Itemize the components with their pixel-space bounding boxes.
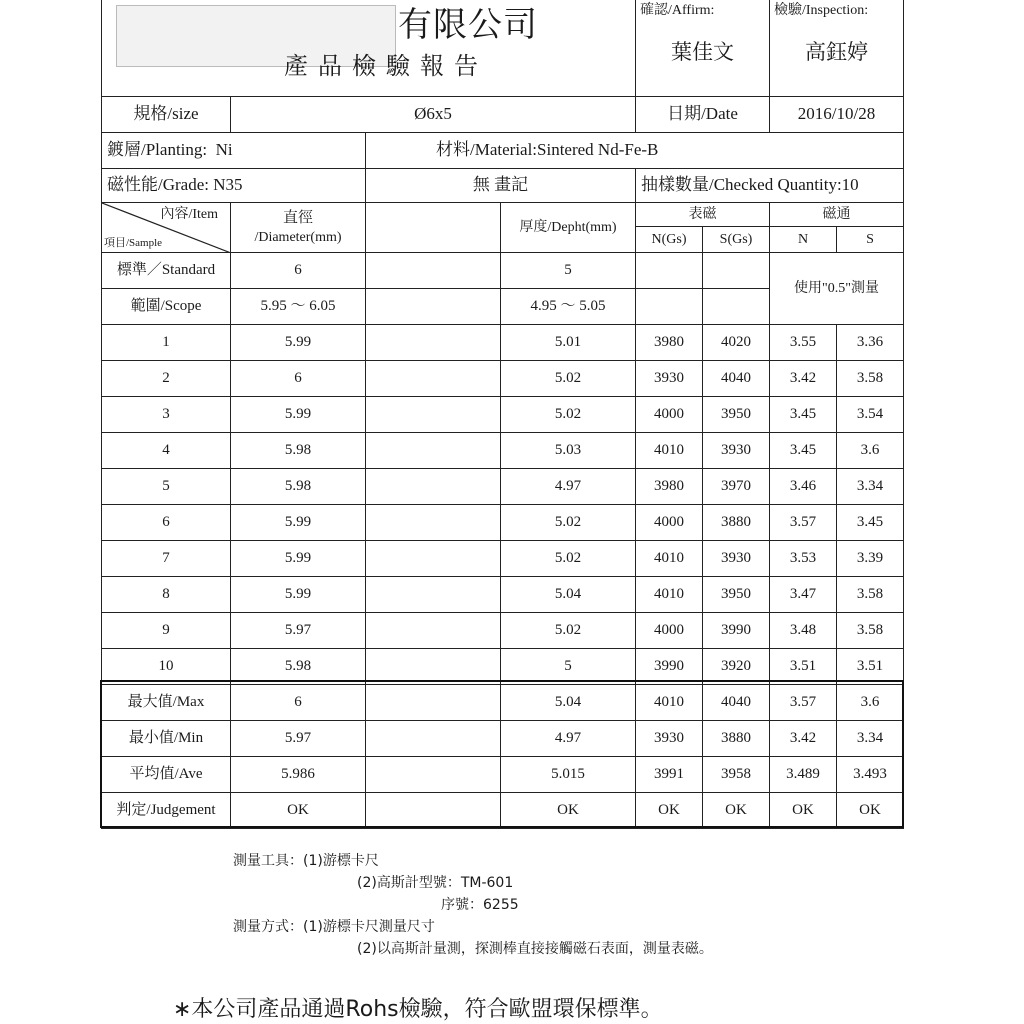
summary-row-diameter: 5.986 [231,757,366,793]
diameter-header-en: /Diameter(mm) [254,229,342,245]
sample-row-s: 3.58 [837,613,904,649]
sample-row-s: 3.51 [837,649,904,685]
sample-row-depth: 5.02 [501,397,636,433]
summary-row-ngs: 3991 [636,757,703,793]
summary-row-ngs: OK [636,793,703,829]
summary-row-ngs: 4010 [636,685,703,721]
sample-row [102,433,904,469]
flux-note: 使用"0.5"測量 [770,253,904,325]
summary-row-depth: 5.015 [501,757,636,793]
summary-row [102,685,904,721]
sample-row-ngs: 4010 [636,541,703,577]
sample-row-diameter: 6 [231,361,366,397]
blank-cell [366,577,501,613]
summary-row-ngs: 3930 [636,721,703,757]
sample-row-sgs: 3930 [703,433,770,469]
summary-row-s: OK [837,793,904,829]
sample-row-label: 9 [102,613,231,649]
standard-depth: 5 [501,253,636,289]
blank-cell [636,289,703,325]
sample-row [102,325,904,361]
blank-cell [703,289,770,325]
sample-row-depth: 4.97 [501,469,636,505]
summary-row [102,793,904,829]
sample-row-label: 8 [102,577,231,613]
summary-row-s: 3.6 [837,685,904,721]
sample-row-s: 3.39 [837,541,904,577]
summary-row-label: 最小值/Min [102,721,231,757]
summary-row-n: 3.42 [770,721,837,757]
sample-row-n: 3.47 [770,577,837,613]
sample-row-ngs: 3980 [636,469,703,505]
sample-row-diameter: 5.97 [231,613,366,649]
sample-row-sgs: 4020 [703,325,770,361]
report-header [102,0,636,97]
plating-label: 鍍層/Planting: [107,140,208,160]
date-value: 2016/10/28 [770,97,904,133]
sample-row [102,397,904,433]
note-tool-2: (2)高斯計型號：TM-601 [357,875,514,891]
sample-row-ngs: 4010 [636,433,703,469]
sample-row-depth: 5 [501,649,636,685]
sample-label: 項目/Sample [104,236,163,249]
sample-row-depth: 5.02 [501,505,636,541]
summary-row-sgs: 3880 [703,721,770,757]
sample-row-n: 3.51 [770,649,837,685]
n-gs-header: N(Gs) [636,227,703,253]
material-cell: 材料/Material:Sintered Nd-Fe-B [366,133,904,169]
summary-row [102,721,904,757]
measurement-notes [233,850,713,960]
report-title: 產品檢驗報告 [284,52,488,80]
sample-row-ngs: 3990 [636,649,703,685]
blank-cell [366,793,501,829]
surface-group-header: 表磁 [636,203,770,227]
grade-cell [102,169,366,203]
sample-row [102,613,904,649]
summary-row-sgs: 3958 [703,757,770,793]
s-header: S [837,227,904,253]
summary-row-label: 最大值/Max [102,685,231,721]
sample-row-sgs: 3950 [703,397,770,433]
summary-row-n: OK [770,793,837,829]
item-sample-header [102,203,231,253]
blank-cell [366,469,501,505]
blank-cell [366,757,501,793]
sample-row-s: 3.36 [837,325,904,361]
flux-group-header: 磁通 [770,203,904,227]
summary-row-n: 3.57 [770,685,837,721]
summary-row-sgs: OK [703,793,770,829]
note-method-1: 測量方式：(1)游標卡尺測量尺寸 [233,919,435,935]
grade-value: N35 [213,175,243,195]
summary-row-s: 3.493 [837,757,904,793]
blank-header [366,203,501,253]
scope-label: 範圍/Scope [102,289,231,325]
grade-label: 磁性能/Grade: [107,175,209,195]
note-tool-1: 測量工具：(1)游標卡尺 [233,853,379,869]
blank-cell [366,613,501,649]
sample-row-depth: 5.03 [501,433,636,469]
sample-row-n: 3.53 [770,541,837,577]
blank-cell [366,253,501,289]
s-gs-header: S(Gs) [703,227,770,253]
affirm-cell [636,0,770,97]
sample-row-s: 3.54 [837,397,904,433]
summary-row-diameter: OK [231,793,366,829]
sample-row-n: 3.48 [770,613,837,649]
sample-row-diameter: 5.99 [231,541,366,577]
sample-row-diameter: 5.98 [231,469,366,505]
sample-row-n: 3.46 [770,469,837,505]
blank-cell [366,361,501,397]
summary-row-depth: 4.97 [501,721,636,757]
sample-row-s: 3.58 [837,361,904,397]
sample-row-n: 3.55 [770,325,837,361]
sample-row-label: 2 [102,361,231,397]
standard-label: 標準／Standard [102,253,231,289]
inspection-cell [770,0,904,97]
date-label: 日期/Date [636,97,770,133]
summary-row-depth: OK [501,793,636,829]
blank-cell [366,541,501,577]
sample-row-depth: 5.02 [501,613,636,649]
sample-row-s: 3.45 [837,505,904,541]
blank-cell [366,289,501,325]
sample-row-label: 5 [102,469,231,505]
inspection-table [101,0,904,829]
sample-row-s: 3.6 [837,433,904,469]
sample-row-ngs: 3980 [636,325,703,361]
summary-row-diameter: 6 [231,685,366,721]
note-tool-3: 序號：6255 [441,897,519,913]
blank-cell [366,505,501,541]
blank-cell [366,685,501,721]
sample-row-sgs: 3950 [703,577,770,613]
sample-row [102,361,904,397]
sample-row-s: 3.58 [837,577,904,613]
diameter-header-zh: 直徑 [282,210,313,227]
sample-row-diameter: 5.99 [231,397,366,433]
sample-row-label: 1 [102,325,231,361]
scope-depth: 4.95 ～ 5.05 [501,289,636,325]
summary-row [102,757,904,793]
sample-row-label: 7 [102,541,231,577]
summary-row-diameter: 5.97 [231,721,366,757]
affirm-label: 確認/Affirm: [640,3,715,18]
sample-row-n: 3.42 [770,361,837,397]
summary-row-label: 判定/Judgement [102,793,231,829]
blank-cell [366,721,501,757]
inspection-name: 高鈺婷 [805,40,868,64]
n-header: N [770,227,837,253]
sample-row-sgs: 3970 [703,469,770,505]
sample-row-diameter: 5.98 [231,649,366,685]
sample-row-n: 3.45 [770,433,837,469]
inspection-label: 檢驗/Inspection: [774,3,869,18]
sample-row-diameter: 5.99 [231,325,366,361]
checked-quantity: 抽樣數量/Checked Quantity:10 [636,169,904,203]
item-label: 內容/Item [160,207,218,222]
blank-cell [366,433,501,469]
summary-row-s: 3.34 [837,721,904,757]
sample-row-sgs: 3920 [703,649,770,685]
sample-row-depth: 5.01 [501,325,636,361]
company-name: 有限公司 [398,5,538,45]
sample-row-depth: 5.02 [501,541,636,577]
sample-row-ngs: 4000 [636,613,703,649]
sample-row-s: 3.34 [837,469,904,505]
sample-row-sgs: 3990 [703,613,770,649]
size-label: 規格/size [102,97,231,133]
blank-cell [703,253,770,289]
sample-row-depth: 5.02 [501,361,636,397]
summary-row-label: 平均值/Ave [102,757,231,793]
blank-cell [366,649,501,685]
summary-row-sgs: 4040 [703,685,770,721]
sample-row-label: 3 [102,397,231,433]
marking-cell: 無 畫記 [366,169,636,203]
scope-diameter: 5.95 ～ 6.05 [231,289,366,325]
blank-cell [366,325,501,361]
note-method-2: (2)以高斯計量測，探測棒直接接觸磁石表面，測量表磁。 [357,941,713,957]
plating-cell [102,133,366,169]
rohs-footer: ∗本公司產品通過Rohs檢驗，符合歐盟環保標準。 [173,997,663,1022]
plating-value: Ni [215,140,233,160]
sample-row-diameter: 5.99 [231,505,366,541]
affirm-name: 葉佳文 [671,40,734,64]
sample-row-n: 3.57 [770,505,837,541]
summary-row-n: 3.489 [770,757,837,793]
sample-row-sgs: 4040 [703,361,770,397]
diameter-header [231,203,366,253]
sample-row-sgs: 3880 [703,505,770,541]
sample-row [102,649,904,685]
sample-row-label: 4 [102,433,231,469]
summary-row-depth: 5.04 [501,685,636,721]
sample-row-ngs: 3930 [636,361,703,397]
sample-row [102,469,904,505]
sample-row [102,541,904,577]
sample-row-n: 3.45 [770,397,837,433]
sample-row-ngs: 4000 [636,505,703,541]
standard-diameter: 6 [231,253,366,289]
sample-row-depth: 5.04 [501,577,636,613]
sample-row-label: 10 [102,649,231,685]
blank-cell [636,253,703,289]
sample-row-sgs: 3930 [703,541,770,577]
depth-header: 厚度/Depht(mm) [501,203,636,253]
sample-row-ngs: 4000 [636,397,703,433]
sample-row-diameter: 5.99 [231,577,366,613]
sample-row-diameter: 5.98 [231,433,366,469]
sample-row [102,577,904,613]
sample-row-label: 6 [102,505,231,541]
sample-row [102,505,904,541]
size-value: Ø6x5 [231,97,636,133]
blank-cell [366,397,501,433]
sample-row-ngs: 4010 [636,577,703,613]
